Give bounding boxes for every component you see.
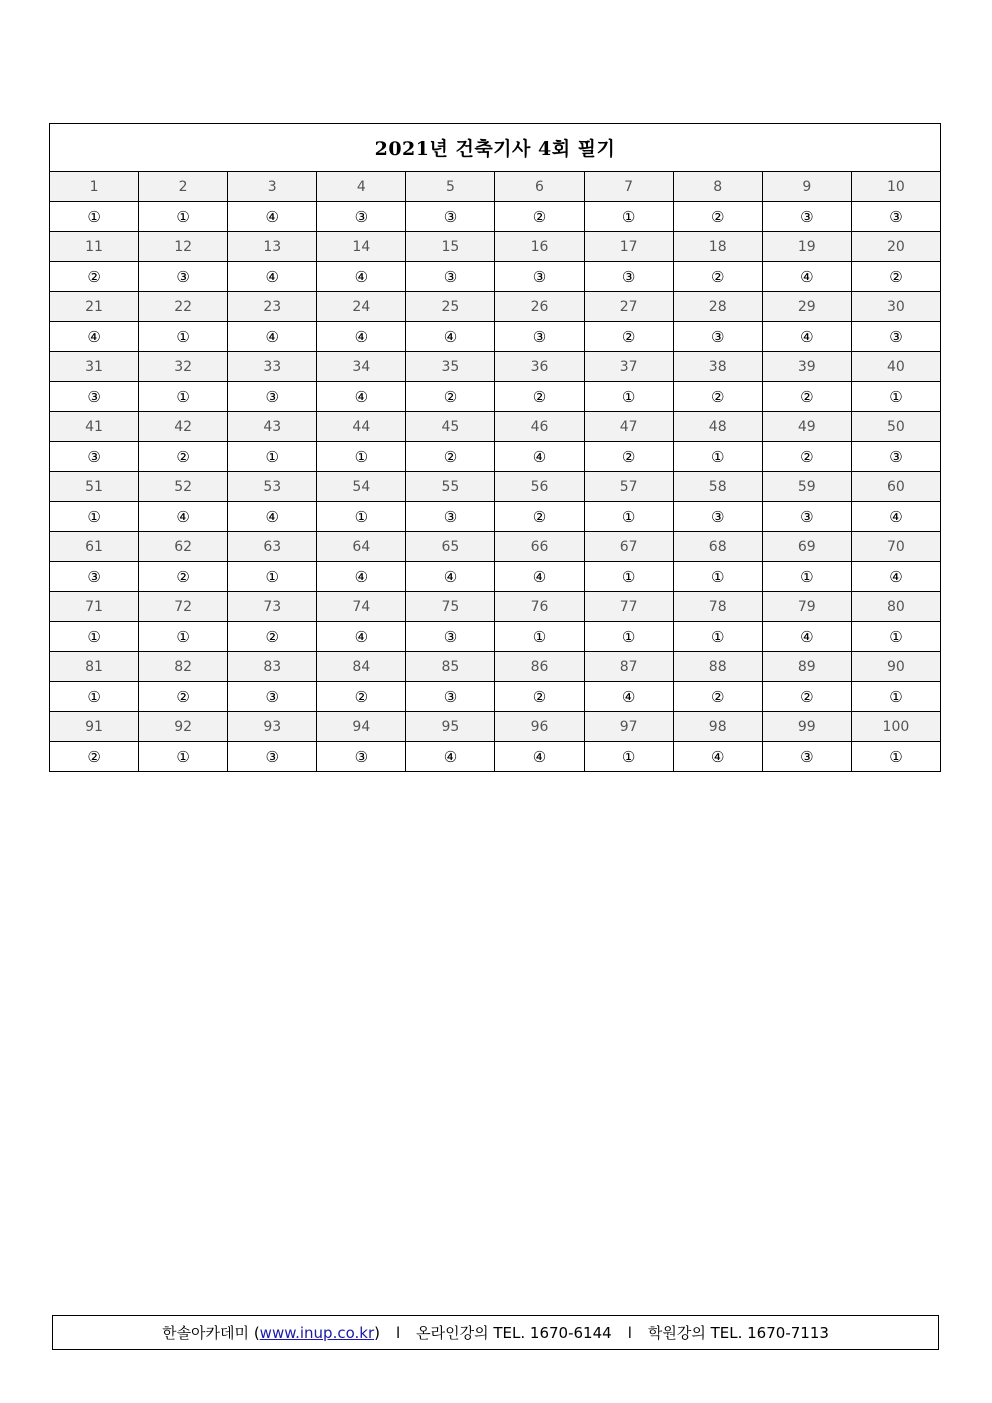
question-number-cell: 85 bbox=[406, 652, 495, 682]
answer-cell: ① bbox=[317, 502, 406, 532]
answer-cell: ③ bbox=[317, 742, 406, 772]
question-number-cell: 32 bbox=[139, 352, 228, 382]
answer-cell: ③ bbox=[762, 202, 851, 232]
question-number-cell: 47 bbox=[584, 412, 673, 442]
question-number-cell: 68 bbox=[673, 532, 762, 562]
question-number-cell: 59 bbox=[762, 472, 851, 502]
question-number-cell: 93 bbox=[228, 712, 317, 742]
answer-row bbox=[50, 202, 941, 232]
question-number-cell: 76 bbox=[495, 592, 584, 622]
answer-cell: ④ bbox=[228, 322, 317, 352]
question-number-cell: 33 bbox=[228, 352, 317, 382]
question-number-cell: 66 bbox=[495, 532, 584, 562]
answer-cell: ③ bbox=[406, 622, 495, 652]
question-number-cell: 31 bbox=[50, 352, 139, 382]
answer-row bbox=[50, 382, 941, 412]
question-number-cell: 46 bbox=[495, 412, 584, 442]
answer-cell: ④ bbox=[406, 742, 495, 772]
question-number-row bbox=[50, 652, 941, 682]
question-number-cell: 1 bbox=[50, 172, 139, 202]
question-number-cell: 30 bbox=[851, 292, 940, 322]
answer-cell: ② bbox=[50, 742, 139, 772]
answer-cell: ③ bbox=[851, 442, 940, 472]
question-number-cell: 22 bbox=[139, 292, 228, 322]
answer-cell: ① bbox=[50, 502, 139, 532]
answer-cell: ② bbox=[139, 562, 228, 592]
question-number-cell: 29 bbox=[762, 292, 851, 322]
answer-cell: ③ bbox=[495, 262, 584, 292]
answer-row bbox=[50, 682, 941, 712]
answer-cell: ① bbox=[228, 562, 317, 592]
question-number-cell: 17 bbox=[584, 232, 673, 262]
question-number-row bbox=[50, 292, 941, 322]
answer-cell: ③ bbox=[139, 262, 228, 292]
answer-cell: ② bbox=[228, 622, 317, 652]
question-number-cell: 84 bbox=[317, 652, 406, 682]
question-number-cell: 27 bbox=[584, 292, 673, 322]
exam-title: 2021년 건축기사 4회 필기 bbox=[50, 124, 941, 172]
answer-cell: ④ bbox=[317, 382, 406, 412]
answer-cell: ② bbox=[584, 442, 673, 472]
answer-cell: ① bbox=[584, 622, 673, 652]
answer-cell: ② bbox=[495, 682, 584, 712]
answer-cell: ① bbox=[139, 622, 228, 652]
question-number-cell: 53 bbox=[228, 472, 317, 502]
question-number-cell: 79 bbox=[762, 592, 851, 622]
question-number-cell: 82 bbox=[139, 652, 228, 682]
answer-cell: ② bbox=[139, 682, 228, 712]
question-number-cell: 12 bbox=[139, 232, 228, 262]
question-number-cell: 72 bbox=[139, 592, 228, 622]
question-number-cell: 41 bbox=[50, 412, 139, 442]
question-number-row bbox=[50, 412, 941, 442]
answer-cell: ② bbox=[50, 262, 139, 292]
question-number-cell: 88 bbox=[673, 652, 762, 682]
question-number-row bbox=[50, 472, 941, 502]
answer-cell: ④ bbox=[50, 322, 139, 352]
answer-cell: ① bbox=[139, 202, 228, 232]
answer-cell: ③ bbox=[406, 682, 495, 712]
answer-cell: ① bbox=[851, 382, 940, 412]
question-number-cell: 18 bbox=[673, 232, 762, 262]
answer-cell: ① bbox=[228, 442, 317, 472]
question-number-cell: 67 bbox=[584, 532, 673, 562]
answer-cell: ① bbox=[673, 562, 762, 592]
answer-cell: ④ bbox=[584, 682, 673, 712]
answer-cell: ③ bbox=[851, 322, 940, 352]
question-number-cell: 97 bbox=[584, 712, 673, 742]
answer-cell: ③ bbox=[317, 202, 406, 232]
question-number-cell: 65 bbox=[406, 532, 495, 562]
answer-cell: ① bbox=[495, 622, 584, 652]
answer-cell: ③ bbox=[762, 502, 851, 532]
question-number-cell: 99 bbox=[762, 712, 851, 742]
answer-row bbox=[50, 742, 941, 772]
question-number-cell: 91 bbox=[50, 712, 139, 742]
answer-cell: ② bbox=[673, 202, 762, 232]
answer-cell: ④ bbox=[762, 322, 851, 352]
question-number-cell: 23 bbox=[228, 292, 317, 322]
separator: l bbox=[627, 1323, 632, 1342]
question-number-row bbox=[50, 352, 941, 382]
question-number-row bbox=[50, 232, 941, 262]
question-number-cell: 58 bbox=[673, 472, 762, 502]
campus-phone: TEL. 1670-7113 bbox=[710, 1323, 829, 1342]
question-number-row bbox=[50, 712, 941, 742]
answer-cell: ② bbox=[762, 682, 851, 712]
question-number-cell: 5 bbox=[406, 172, 495, 202]
question-number-cell: 11 bbox=[50, 232, 139, 262]
question-number-cell: 69 bbox=[762, 532, 851, 562]
question-number-row bbox=[50, 592, 941, 622]
answer-cell: ④ bbox=[406, 562, 495, 592]
answer-cell: ① bbox=[50, 682, 139, 712]
website-link[interactable]: www.inup.co.kr bbox=[259, 1323, 375, 1342]
question-number-cell: 96 bbox=[495, 712, 584, 742]
answer-cell: ③ bbox=[673, 502, 762, 532]
answer-cell: ② bbox=[673, 382, 762, 412]
question-number-cell: 71 bbox=[50, 592, 139, 622]
question-number-cell: 15 bbox=[406, 232, 495, 262]
question-number-cell: 92 bbox=[139, 712, 228, 742]
answer-row bbox=[50, 502, 941, 532]
answer-cell: ① bbox=[851, 742, 940, 772]
answer-cell: ③ bbox=[495, 322, 584, 352]
question-number-cell: 28 bbox=[673, 292, 762, 322]
question-number-cell: 9 bbox=[762, 172, 851, 202]
question-number-cell: 40 bbox=[851, 352, 940, 382]
answer-cell: ② bbox=[495, 382, 584, 412]
question-number-cell: 54 bbox=[317, 472, 406, 502]
answer-cell: ① bbox=[584, 502, 673, 532]
answer-cell: ③ bbox=[406, 202, 495, 232]
answer-cell: ④ bbox=[317, 262, 406, 292]
answer-cell: ① bbox=[139, 382, 228, 412]
answer-cell: ④ bbox=[406, 322, 495, 352]
question-number-cell: 73 bbox=[228, 592, 317, 622]
answer-cell: ① bbox=[50, 202, 139, 232]
answer-cell: ① bbox=[762, 562, 851, 592]
answer-cell: ④ bbox=[851, 502, 940, 532]
separator: l bbox=[395, 1323, 401, 1342]
academy-name: 한솔아카데미 bbox=[162, 1324, 250, 1342]
question-number-row bbox=[50, 532, 941, 562]
answer-cell: ④ bbox=[228, 202, 317, 232]
question-number-cell: 74 bbox=[317, 592, 406, 622]
question-number-cell: 39 bbox=[762, 352, 851, 382]
answer-cell: ④ bbox=[317, 322, 406, 352]
question-number-cell: 7 bbox=[584, 172, 673, 202]
answer-cell: ③ bbox=[50, 562, 139, 592]
answer-cell: ③ bbox=[50, 442, 139, 472]
question-number-cell: 6 bbox=[495, 172, 584, 202]
question-number-cell: 64 bbox=[317, 532, 406, 562]
answer-cell: ④ bbox=[762, 622, 851, 652]
answer-row bbox=[50, 622, 941, 652]
question-number-cell: 42 bbox=[139, 412, 228, 442]
answer-cell: ③ bbox=[406, 262, 495, 292]
question-number-cell: 60 bbox=[851, 472, 940, 502]
answer-cell: ③ bbox=[406, 502, 495, 532]
online-course-label: 온라인강의 bbox=[416, 1324, 489, 1342]
question-number-cell: 98 bbox=[673, 712, 762, 742]
answer-cell: ② bbox=[673, 682, 762, 712]
answer-cell: ① bbox=[673, 442, 762, 472]
answer-table bbox=[49, 123, 941, 772]
question-number-cell: 100 bbox=[851, 712, 940, 742]
question-number-cell: 70 bbox=[851, 532, 940, 562]
question-number-cell: 55 bbox=[406, 472, 495, 502]
answer-cell: ③ bbox=[851, 202, 940, 232]
question-number-cell: 25 bbox=[406, 292, 495, 322]
question-number-cell: 52 bbox=[139, 472, 228, 502]
question-number-cell: 94 bbox=[317, 712, 406, 742]
question-number-cell: 8 bbox=[673, 172, 762, 202]
answer-row bbox=[50, 322, 941, 352]
question-number-cell: 86 bbox=[495, 652, 584, 682]
question-number-cell: 24 bbox=[317, 292, 406, 322]
question-number-cell: 10 bbox=[851, 172, 940, 202]
answer-cell: ① bbox=[584, 562, 673, 592]
title-row bbox=[50, 124, 941, 172]
question-number-cell: 81 bbox=[50, 652, 139, 682]
question-number-cell: 14 bbox=[317, 232, 406, 262]
answer-cell: ④ bbox=[228, 262, 317, 292]
question-number-cell: 44 bbox=[317, 412, 406, 442]
question-number-cell: 57 bbox=[584, 472, 673, 502]
question-number-cell: 26 bbox=[495, 292, 584, 322]
answer-cell: ④ bbox=[495, 742, 584, 772]
answer-cell: ② bbox=[317, 682, 406, 712]
question-number-cell: 34 bbox=[317, 352, 406, 382]
question-number-cell: 83 bbox=[228, 652, 317, 682]
answer-cell: ① bbox=[317, 442, 406, 472]
answer-cell: ④ bbox=[495, 442, 584, 472]
answer-cell: ③ bbox=[50, 382, 139, 412]
answer-cell: ② bbox=[762, 382, 851, 412]
question-number-cell: 19 bbox=[762, 232, 851, 262]
question-number-cell: 35 bbox=[406, 352, 495, 382]
answer-row bbox=[50, 562, 941, 592]
question-number-cell: 80 bbox=[851, 592, 940, 622]
answer-cell: ① bbox=[673, 622, 762, 652]
question-number-cell: 21 bbox=[50, 292, 139, 322]
question-number-row bbox=[50, 172, 941, 202]
question-number-cell: 38 bbox=[673, 352, 762, 382]
answer-cell: ① bbox=[139, 322, 228, 352]
question-number-cell: 63 bbox=[228, 532, 317, 562]
question-number-cell: 75 bbox=[406, 592, 495, 622]
answer-cell: ① bbox=[584, 742, 673, 772]
answer-cell: ② bbox=[851, 262, 940, 292]
answer-cell: ④ bbox=[317, 622, 406, 652]
question-number-cell: 95 bbox=[406, 712, 495, 742]
answer-cell: ① bbox=[139, 742, 228, 772]
answer-cell: ④ bbox=[673, 742, 762, 772]
answer-cell: ③ bbox=[228, 742, 317, 772]
answer-cell: ① bbox=[851, 622, 940, 652]
question-number-cell: 4 bbox=[317, 172, 406, 202]
answer-row bbox=[50, 442, 941, 472]
question-number-cell: 61 bbox=[50, 532, 139, 562]
question-number-cell: 43 bbox=[228, 412, 317, 442]
answer-cell: ④ bbox=[851, 562, 940, 592]
answer-cell: ③ bbox=[228, 382, 317, 412]
question-number-cell: 77 bbox=[584, 592, 673, 622]
answer-row bbox=[50, 262, 941, 292]
question-number-cell: 87 bbox=[584, 652, 673, 682]
online-phone: TEL. 1670-6144 bbox=[493, 1323, 612, 1342]
question-number-cell: 36 bbox=[495, 352, 584, 382]
answer-cell: ④ bbox=[317, 562, 406, 592]
answer-cell: ② bbox=[495, 202, 584, 232]
question-number-cell: 49 bbox=[762, 412, 851, 442]
answer-cell: ① bbox=[50, 622, 139, 652]
question-number-cell: 90 bbox=[851, 652, 940, 682]
question-number-cell: 45 bbox=[406, 412, 495, 442]
answer-cell: ② bbox=[584, 322, 673, 352]
url-open-paren: ( bbox=[253, 1323, 260, 1342]
campus-course-label: 학원강의 bbox=[647, 1324, 706, 1342]
answer-cell: ① bbox=[584, 382, 673, 412]
question-number-cell: 20 bbox=[851, 232, 940, 262]
answer-cell: ④ bbox=[228, 502, 317, 532]
question-number-cell: 51 bbox=[50, 472, 139, 502]
answer-cell: ② bbox=[406, 442, 495, 472]
answer-cell: ④ bbox=[139, 502, 228, 532]
question-number-cell: 2 bbox=[139, 172, 228, 202]
answer-cell: ④ bbox=[762, 262, 851, 292]
answer-cell: ② bbox=[673, 262, 762, 292]
answer-cell: ③ bbox=[584, 262, 673, 292]
question-number-cell: 50 bbox=[851, 412, 940, 442]
answer-cell: ④ bbox=[495, 562, 584, 592]
url-close-paren: ) bbox=[374, 1323, 380, 1342]
footer-contact-box bbox=[52, 1315, 939, 1350]
question-number-cell: 56 bbox=[495, 472, 584, 502]
answer-cell: ③ bbox=[228, 682, 317, 712]
answer-cell: ① bbox=[851, 682, 940, 712]
question-number-cell: 62 bbox=[139, 532, 228, 562]
answer-cell: ② bbox=[762, 442, 851, 472]
question-number-cell: 78 bbox=[673, 592, 762, 622]
question-number-cell: 13 bbox=[228, 232, 317, 262]
question-number-cell: 3 bbox=[228, 172, 317, 202]
question-number-cell: 37 bbox=[584, 352, 673, 382]
answer-cell: ② bbox=[495, 502, 584, 532]
question-number-cell: 16 bbox=[495, 232, 584, 262]
answer-cell: ③ bbox=[762, 742, 851, 772]
answer-cell: ② bbox=[406, 382, 495, 412]
question-number-cell: 48 bbox=[673, 412, 762, 442]
answer-cell: ③ bbox=[673, 322, 762, 352]
question-number-cell: 89 bbox=[762, 652, 851, 682]
answer-cell: ② bbox=[139, 442, 228, 472]
answer-cell: ① bbox=[584, 202, 673, 232]
